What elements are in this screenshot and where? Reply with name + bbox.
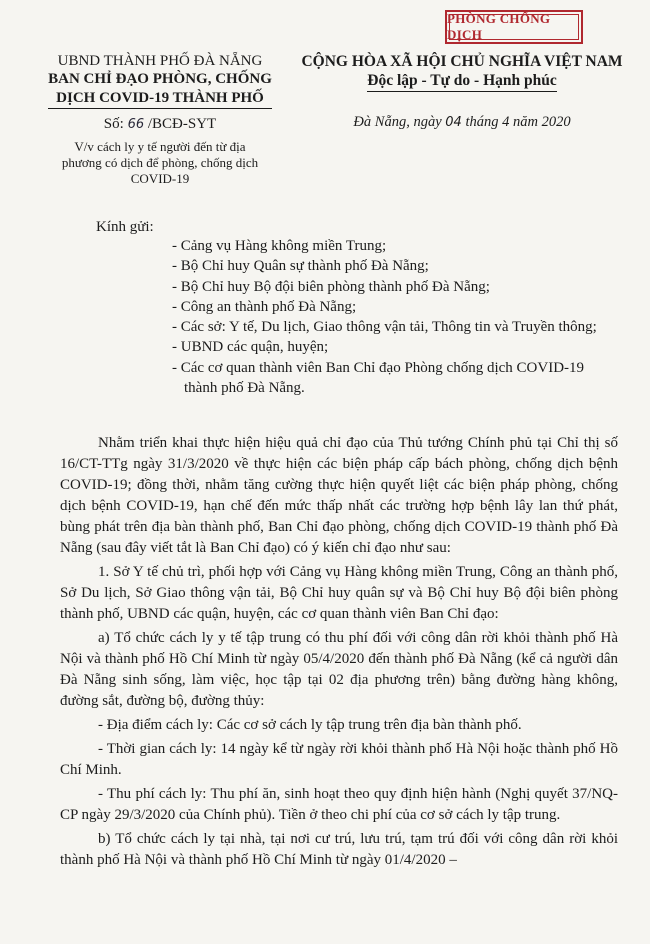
recipient-list	[172, 236, 612, 398]
doc-number-suffix: /BCĐ-SYT	[147, 116, 217, 132]
body-paragraph: - Địa điểm cách ly: Các cơ sở cách ly tập trung trên địa bàn thành phố.	[98, 717, 522, 733]
country-name: CỘNG HÒA XÃ HỘI CHỦ NGHĨA VIỆT NAM	[301, 53, 623, 70]
issuer-board-line1: BAN CHỈ ĐẠO PHÒNG, CHỐNG	[48, 71, 272, 87]
recipient-item: - Cảng vụ Hàng không miền Trung;	[172, 238, 387, 254]
doc-number-value: 66	[127, 117, 145, 132]
stamp-text: PHÒNG CHỐNG DỊCH	[447, 11, 551, 42]
subject-line: COVID-19	[130, 171, 190, 186]
recipient-item: - Công an thành phố Đà Nẵng;	[172, 298, 357, 315]
body-paragraph: - Thời gian cách ly: 14 ngày kể từ ngày rời khỏi thành phố Hà Nội hoặc thành phố Hồ Chí Minh.	[60, 741, 618, 778]
document-subject	[25, 139, 295, 187]
body-paragraph: a) Tổ chức cách ly y tế tập trung có thu phí đối với công dân rời khỏi thành phố Hà Nội và thành phố Hồ Chí Minh từ ngày 05/4/2020 đến thành phố Đà Nẵng (kể cả người dân Đà Nẵng sinh sống, làm việc, học tập tại 02 địa phương trên) bằng đường hàng không, đường sắt, đường bộ, đường thủy:	[60, 630, 618, 709]
date-prefix: Đà Nẵng, ngày	[353, 114, 442, 130]
recipient-item: - UBND các quận, huyện;	[172, 339, 329, 356]
national-header	[292, 52, 632, 131]
subject-line: V/v cách ly y tế người đến từ địa	[74, 139, 246, 154]
quarantine-stamp	[445, 10, 583, 44]
subject-line: phương có dịch để phòng, chống dịch	[61, 155, 259, 170]
body-paragraph: 1. Sở Y tế chủ trì, phối hợp với Cảng vụ Hàng không miền Trung, Công an thành phố, Sở Du lịch, Sở Giao thông vận tải, Bộ Chỉ huy quân sự và Bộ Chỉ huy Bộ đội biên phòng thành phố, UBND các quận, huyện, các cơ quan thành viên Ban Chỉ đạo:	[60, 564, 618, 622]
greeting: Kính gửi:	[96, 219, 154, 235]
issuer-header	[25, 52, 295, 187]
national-motto: Độc lập - Tự do - Hạnh phúc	[367, 71, 556, 92]
recipient-item: - Bộ Chỉ huy Quân sự thành phố Đà Nẵng;	[172, 258, 429, 275]
date-suffix: tháng 4 năm 2020	[465, 114, 571, 130]
recipient-item: - Các sở: Y tế, Du lịch, Giao thông vận tải, Thông tin và Truyền thông;	[172, 319, 597, 336]
document-body	[60, 433, 618, 874]
issuer-agency: UBND THÀNH PHỐ ĐÀ NẴNG	[57, 53, 263, 69]
document-number	[25, 116, 295, 133]
body-paragraph: b) Tổ chức cách ly tại nhà, tại nơi cư trú, lưu trú, tạm trú đối với công dân rời khỏi thành phố Hà Nội và thành phố Hồ Chí Minh từ ngày 01/4/2020 –	[60, 831, 618, 868]
body-paragraph: - Thu phí cách ly: Thu phí ăn, sinh hoạt theo quy định hiện hành (Nghị quyết 37/NQ-CP ngày 29/3/2020 của Chính phủ). Tiền ở theo chi phí của cơ sở cách ly tập trung.	[60, 786, 618, 823]
recipient-item: - Bộ Chỉ huy Bộ đội biên phòng thành phố Đà Nẵng;	[172, 278, 490, 295]
date-day: 04	[445, 115, 462, 130]
recipient-item: - Các cơ quan thành viên Ban Chỉ đạo Phòng chống dịch COVID-19 thành phố Đà Nẵng.	[172, 359, 585, 397]
doc-number-prefix: Số:	[103, 116, 124, 132]
document-date	[292, 114, 632, 131]
body-paragraph: Nhằm triển khai thực hiện hiệu quả chỉ đạo của Thủ tướng Chính phủ tại Chỉ thị số 16/CT-TTg ngày 31/3/2020 về thực hiện các biện pháp cấp bách phòng, chống dịch bệnh COVID-19; đồng thời, nhằm tăng cường thực hiện quyết liệt các biện pháp phòng, chống dịch bệnh COVID-19, hạn chế đến mức thấp nhất các trường hợp bệnh lây lan thứ phát, bùng phát trên địa bàn thành phố, Ban Chỉ đạo phòng, chống dịch COVID-19 thành phố Đà Nẵng (sau đây viết tắt là Ban Chỉ đạo) có ý kiến chỉ đạo như sau:	[60, 435, 618, 556]
issuer-board-line2: DỊCH COVID-19 THÀNH PHỐ	[48, 89, 272, 109]
